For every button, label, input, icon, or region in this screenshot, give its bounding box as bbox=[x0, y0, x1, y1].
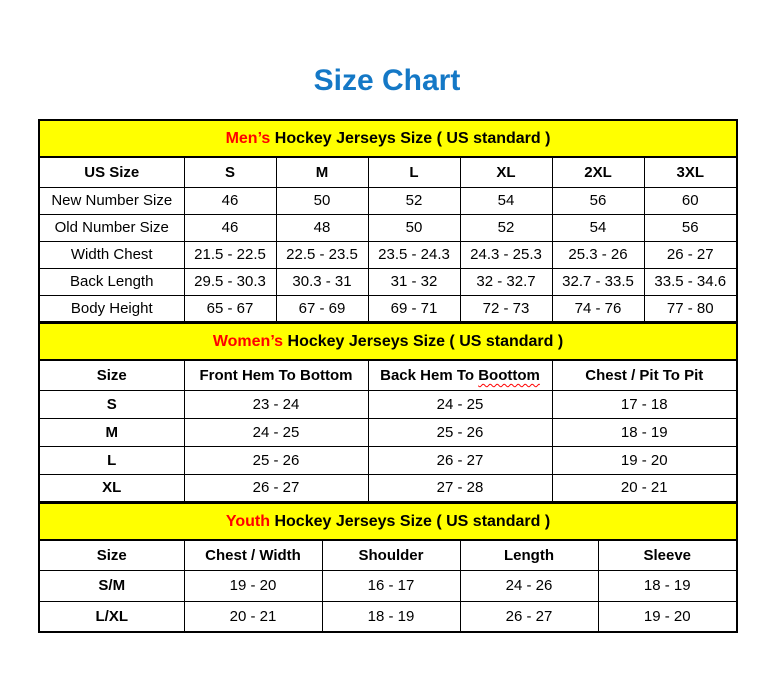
data-cell: 18 - 19 bbox=[552, 418, 737, 446]
column-header-label: Front Hem To Bottom bbox=[199, 366, 353, 384]
youth-section-title-highlight: Youth bbox=[225, 512, 271, 530]
column-header-label: 3XL bbox=[676, 163, 705, 181]
data-cell: 19 - 20 bbox=[552, 446, 737, 474]
column-header bbox=[184, 360, 368, 390]
womens-section-title-highlight: Women’s bbox=[212, 332, 284, 350]
column-header bbox=[552, 360, 737, 390]
data-cell: 26 - 27 bbox=[368, 446, 552, 474]
data-cell: 67 - 69 bbox=[276, 295, 368, 322]
data-cell: 22.5 - 23.5 bbox=[276, 241, 368, 268]
womens-section-title bbox=[39, 323, 737, 360]
data-cell: 56 bbox=[644, 214, 737, 241]
table-row bbox=[39, 187, 737, 214]
column-header bbox=[598, 540, 737, 570]
mens-section-title bbox=[39, 120, 737, 157]
row-label: Width Chest bbox=[39, 241, 184, 268]
data-cell: 27 - 28 bbox=[368, 474, 552, 502]
column-header bbox=[460, 157, 552, 187]
table-row bbox=[39, 241, 737, 268]
data-cell: 26 - 27 bbox=[460, 601, 598, 632]
size-chart-content bbox=[38, 0, 736, 633]
row-label: S bbox=[39, 390, 184, 418]
column-header bbox=[39, 540, 184, 570]
data-cell: 56 bbox=[552, 187, 644, 214]
mens-column-header-row bbox=[39, 157, 737, 187]
table-row bbox=[39, 418, 737, 446]
table-row bbox=[39, 214, 737, 241]
data-cell: 26 - 27 bbox=[644, 241, 737, 268]
table-row bbox=[39, 390, 737, 418]
data-cell: 25 - 26 bbox=[368, 418, 552, 446]
data-cell: 30.3 - 31 bbox=[276, 268, 368, 295]
data-cell: 69 - 71 bbox=[368, 295, 460, 322]
row-label: Body Height bbox=[39, 295, 184, 322]
youth-column-header-row bbox=[39, 540, 737, 570]
womens-table-body bbox=[39, 390, 737, 502]
column-header-label: 2XL bbox=[584, 163, 612, 181]
data-cell: 32.7 - 33.5 bbox=[552, 268, 644, 295]
data-cell: 20 - 21 bbox=[552, 474, 737, 502]
column-header bbox=[184, 157, 276, 187]
mens-section-title-highlight: Men’s bbox=[225, 129, 271, 147]
data-cell: 23 - 24 bbox=[184, 390, 368, 418]
misspelled-word: Boottom bbox=[478, 366, 540, 384]
data-cell: 18 - 19 bbox=[598, 570, 737, 601]
data-cell: 29.5 - 30.3 bbox=[184, 268, 276, 295]
column-header-label: XL bbox=[496, 163, 516, 181]
mens-table-body bbox=[39, 187, 737, 322]
table-row bbox=[39, 601, 737, 632]
youth-table-body bbox=[39, 570, 737, 632]
data-cell: 24 - 26 bbox=[460, 570, 598, 601]
data-cell: 50 bbox=[276, 187, 368, 214]
column-header bbox=[460, 540, 598, 570]
column-header bbox=[368, 157, 460, 187]
row-label: M bbox=[39, 418, 184, 446]
column-header bbox=[368, 360, 552, 390]
data-cell: 54 bbox=[460, 187, 552, 214]
data-cell: 24 - 25 bbox=[368, 390, 552, 418]
row-label: XL bbox=[39, 474, 184, 502]
row-label: Back Length bbox=[39, 268, 184, 295]
womens-size-table bbox=[38, 322, 738, 503]
data-cell: 31 - 32 bbox=[368, 268, 460, 295]
data-cell: 60 bbox=[644, 187, 737, 214]
womens-section-title-rest: Hockey Jerseys Size ( US standard ) bbox=[283, 332, 564, 350]
column-header bbox=[276, 157, 368, 187]
data-cell: 16 - 17 bbox=[322, 570, 460, 601]
data-cell: 33.5 - 34.6 bbox=[644, 268, 737, 295]
data-cell: 50 bbox=[368, 214, 460, 241]
data-cell: 32 - 32.7 bbox=[460, 268, 552, 295]
table-row bbox=[39, 446, 737, 474]
data-cell: 52 bbox=[460, 214, 552, 241]
data-cell: 17 - 18 bbox=[552, 390, 737, 418]
column-header bbox=[39, 360, 184, 390]
table-row bbox=[39, 474, 737, 502]
data-cell: 54 bbox=[552, 214, 644, 241]
column-header-label: Sleeve bbox=[643, 546, 692, 564]
data-cell: 26 - 27 bbox=[184, 474, 368, 502]
column-header bbox=[644, 157, 737, 187]
data-cell: 48 bbox=[276, 214, 368, 241]
data-cell: 18 - 19 bbox=[322, 601, 460, 632]
table-row bbox=[39, 268, 737, 295]
youth-section-title bbox=[39, 503, 737, 540]
column-header-label: Chest / Pit To Pit bbox=[585, 366, 704, 384]
column-header-label: Size bbox=[96, 546, 127, 564]
womens-section-band bbox=[39, 323, 737, 360]
data-cell: 24.3 - 25.3 bbox=[460, 241, 552, 268]
column-header-label: Length bbox=[504, 546, 554, 564]
data-cell: 46 bbox=[184, 187, 276, 214]
column-header-label: Back Hem To bbox=[380, 366, 479, 384]
column-header-label: Chest / Width bbox=[205, 546, 301, 564]
table-row bbox=[39, 295, 737, 322]
mens-section-band bbox=[39, 120, 737, 157]
column-header-label: M bbox=[315, 163, 329, 181]
size-tables bbox=[38, 119, 736, 633]
column-header bbox=[39, 157, 184, 187]
row-label: S/M bbox=[39, 570, 184, 601]
youth-size-table bbox=[38, 502, 738, 633]
row-label: L bbox=[39, 446, 184, 474]
data-cell: 65 - 67 bbox=[184, 295, 276, 322]
column-header-label: Size bbox=[96, 366, 127, 384]
mens-section-title-rest: Hockey Jerseys Size ( US standard ) bbox=[270, 129, 551, 147]
column-header-label: Shoulder bbox=[358, 546, 424, 564]
data-cell: 25 - 26 bbox=[184, 446, 368, 474]
row-label: Old Number Size bbox=[39, 214, 184, 241]
column-header-label: L bbox=[409, 163, 419, 181]
youth-section-title-rest: Hockey Jerseys Size ( US standard ) bbox=[270, 512, 551, 530]
data-cell: 20 - 21 bbox=[184, 601, 322, 632]
data-cell: 21.5 - 22.5 bbox=[184, 241, 276, 268]
column-header bbox=[552, 157, 644, 187]
column-header bbox=[322, 540, 460, 570]
page-title: Size Chart bbox=[313, 64, 461, 97]
column-header-label: US Size bbox=[84, 163, 140, 181]
womens-column-header-row bbox=[39, 360, 737, 390]
data-cell: 77 - 80 bbox=[644, 295, 737, 322]
column-header-label: S bbox=[224, 163, 235, 181]
data-cell: 46 bbox=[184, 214, 276, 241]
data-cell: 19 - 20 bbox=[184, 570, 322, 601]
row-label: New Number Size bbox=[39, 187, 184, 214]
mens-size-table bbox=[38, 119, 738, 323]
column-header bbox=[184, 540, 322, 570]
data-cell: 72 - 73 bbox=[460, 295, 552, 322]
data-cell: 25.3 - 26 bbox=[552, 241, 644, 268]
data-cell: 74 - 76 bbox=[552, 295, 644, 322]
youth-section-band bbox=[39, 503, 737, 540]
data-cell: 19 - 20 bbox=[598, 601, 737, 632]
table-row bbox=[39, 570, 737, 601]
data-cell: 24 - 25 bbox=[184, 418, 368, 446]
data-cell: 23.5 - 24.3 bbox=[368, 241, 460, 268]
row-label: L/XL bbox=[39, 601, 184, 632]
data-cell: 52 bbox=[368, 187, 460, 214]
